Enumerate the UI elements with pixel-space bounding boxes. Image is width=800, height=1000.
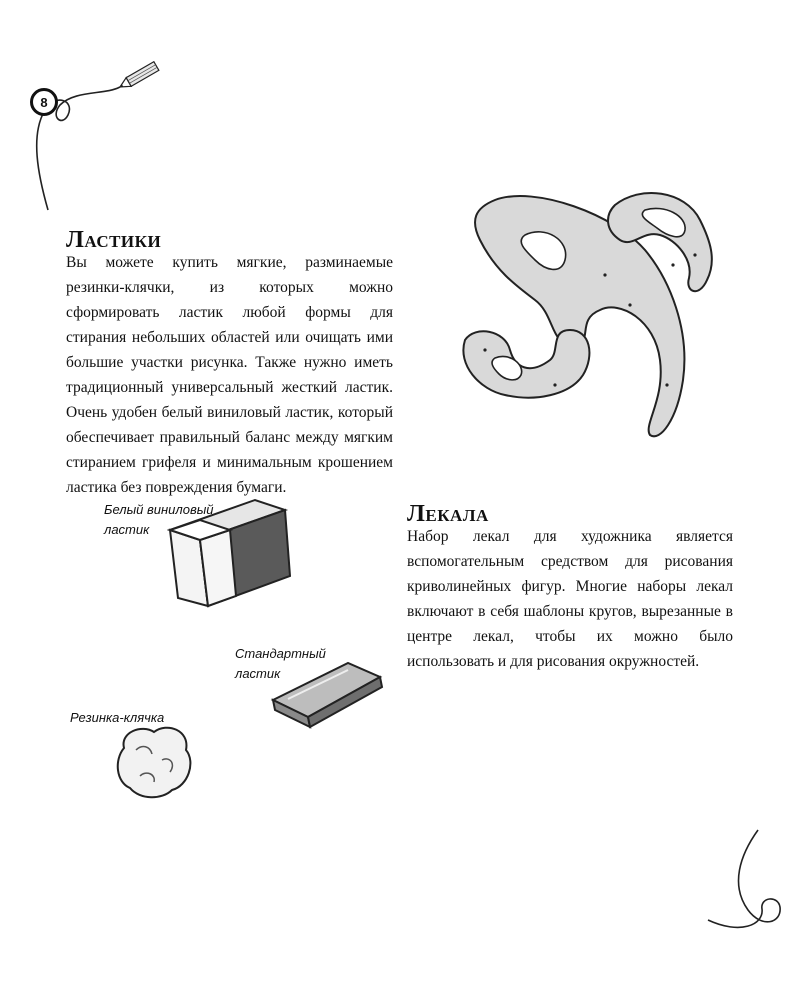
- french-curves-illustration: [455, 180, 730, 445]
- swirl-ornament-icon: [700, 825, 795, 950]
- curves-heading: Лекала: [407, 501, 489, 527]
- vinyl-eraser-caption: Белый виниловый ластик: [104, 502, 214, 537]
- kneaded-eraser-illustration: [112, 720, 197, 802]
- page-number-badge: [30, 88, 60, 118]
- page-number: 8: [30, 88, 58, 116]
- standard-eraser-caption: Стандартный ластик: [235, 646, 326, 681]
- pencil-swirl-icon: [20, 55, 180, 225]
- kneaded-eraser-caption: Резинка-клячка: [70, 710, 165, 725]
- erasers-heading: Ластики: [66, 227, 162, 253]
- erasers-paragraph: Вы можете купить мягкие, разминаемые резинки-клячки, из которых можно сформировать ластик любой формы для стирания небольших областей или очищать ими большие участки рисунка. Также нужно иметь традиционный универсальный жесткий ластик. Очень удобен белый виниловый ластик, который обеспечивает правильный баланс между мягким стиранием грифеля и минимальным крошением ластика без повреждения бумаги.: [66, 254, 393, 496]
- curves-paragraph: Набор лекал для художника является вспомогательным средством для рисования криволинейных фигур. Многие наборы лекал включают в себя шаблоны кругов, вырезанные в центре лекал, чтобы их можно было использовать и для рисования окружностей.: [407, 528, 733, 670]
